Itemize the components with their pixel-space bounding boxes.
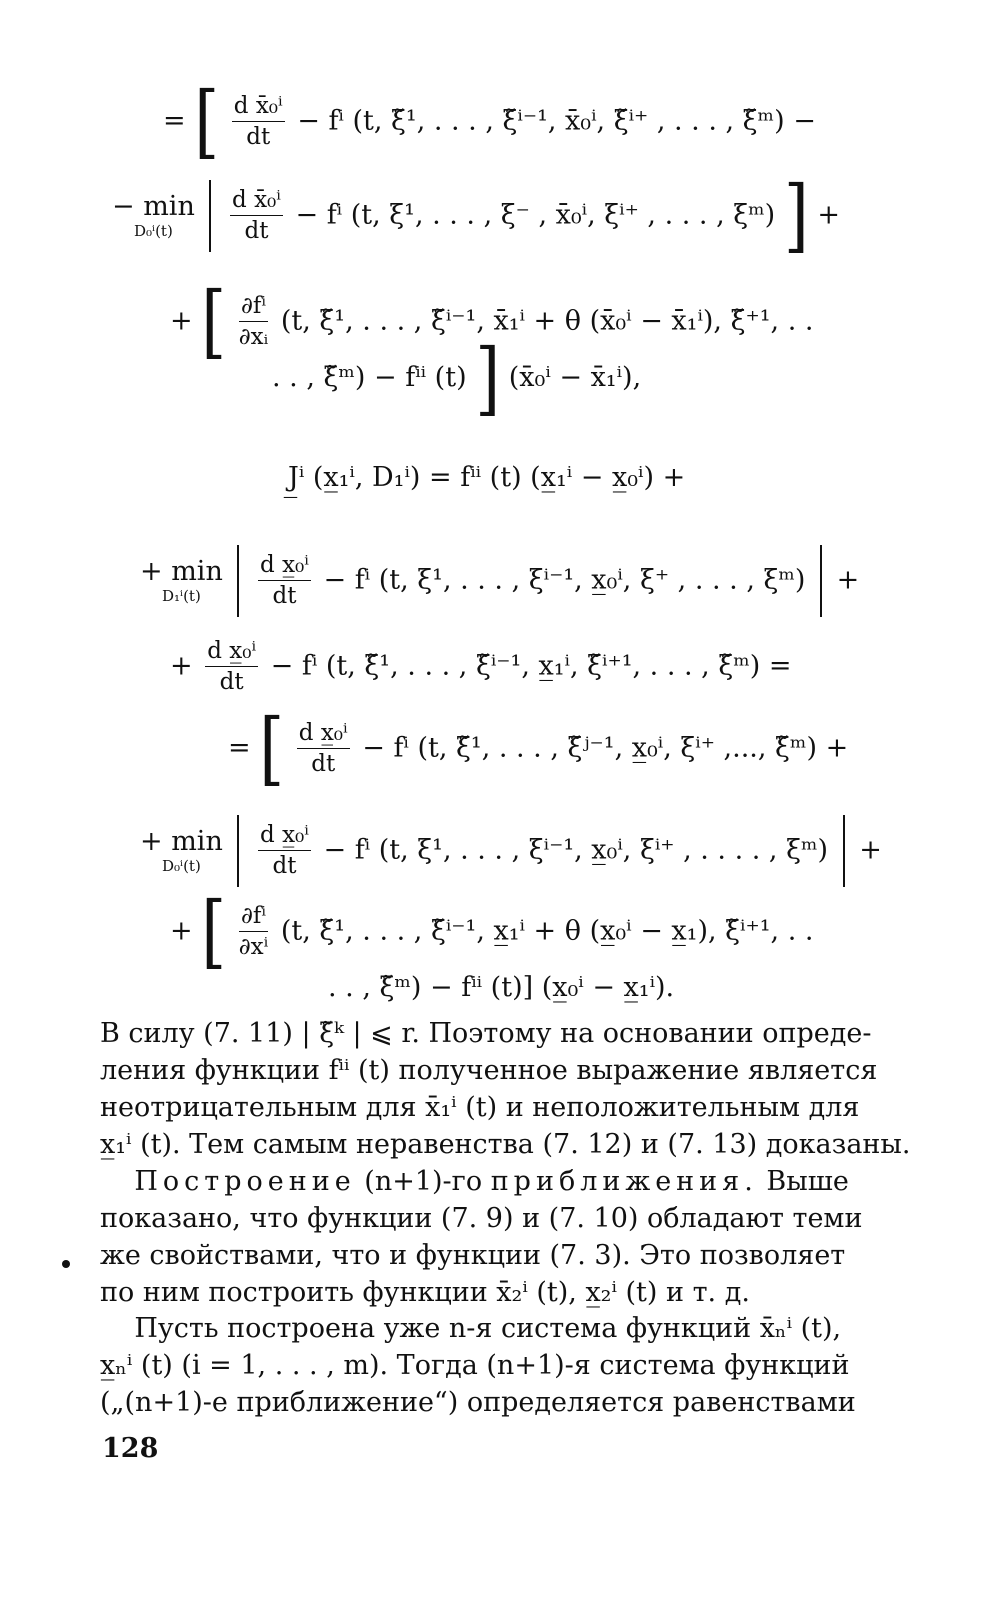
eq-operator: + [817, 199, 840, 231]
text-line: x̲₁ⁱ (t). Тем самым неравенства (7. 12) и (7. 13) доказаны. [100, 1129, 911, 1160]
section-heading: Построение [134, 1166, 356, 1197]
eq-operator: + [836, 564, 860, 596]
eq-expression: − fⁱ (t, ξ̃¹, . . . , ξ̃ⁱ⁻¹, x̄₀ⁱ, ξ̃ⁱ⁺ , . . . , ξ̃ᵐ) − [297, 105, 816, 137]
min-operator: − min D₀ⁱ(t) [112, 191, 195, 240]
equation-line-4 [272, 332, 642, 425]
page-number: 128 [102, 1433, 159, 1464]
text-line: Построение (n+1)-го приближения. Выше [134, 1166, 849, 1197]
min-operator: + min D₀ⁱ(t) [140, 826, 223, 875]
eq-expression: (t, ξ̃¹, . . . , ξ̃ⁱ⁻¹, x̄₁ⁱ + θ (x̄₀ⁱ − x̄₁ⁱ), ξ̃⁺¹, . . [280, 305, 814, 337]
abs-bar [237, 815, 239, 887]
print-dot-mark [62, 1260, 70, 1268]
fraction: $\frac{\text{∂fⁱ}}{\text{∂xⁱ}}$ [238, 903, 269, 960]
eq-operator: + [170, 915, 193, 947]
fraction: $\frac{\text{d x̲₀ⁱ}}{dt}$ [260, 552, 309, 609]
eq-expression: (t, ξ̃¹, . . . , ξ̃ⁱ⁻¹, x̲₁ⁱ + θ (x̲₀ⁱ − x̲₁), ξ̃ⁱ⁺¹, . . [280, 915, 814, 947]
bracket-open: [ [259, 702, 285, 796]
fraction: $\frac{\text{d x̄₀ⁱ}}{dt}$ [232, 187, 281, 244]
eq-expression: (x̄₀ⁱ − x̄₁ⁱ), [508, 362, 642, 393]
eq-expression: − fⁱ (t, ξ̃¹, . . . , ξ̃ʲ⁻¹, x̲₀ⁱ, ξⁱ⁺ ,..., ξ̃ᵐ) + [362, 732, 849, 764]
text-line: x̲ₙⁱ (t) (i = 1, . . . , m). Тогда (n+1)-я система функций [100, 1350, 850, 1381]
equation-line-10 [170, 885, 814, 979]
fraction: $\frac{\text{d x̲₀ⁱ}}{dt}$ [207, 638, 257, 695]
paragraph-3 [100, 1310, 938, 1421]
eq-operator: + [859, 834, 882, 866]
bracket-close: ] [783, 169, 809, 263]
abs-bar [237, 545, 239, 617]
paragraph-1 [100, 1015, 938, 1163]
equation-line-2 [112, 169, 840, 263]
equation-line-6 [140, 545, 859, 617]
abs-bar [820, 545, 822, 617]
equation-line-7 [170, 640, 792, 694]
text-line: показано, что функции (7. 9) и (7. 10) обладают теми [100, 1203, 863, 1234]
bracket-close: ] [475, 332, 501, 425]
eq-expression: . . , ξ̃ᵐ) − fⁱⁱ (t)] (x̲₀ⁱ − x̲₁ⁱ). [328, 972, 675, 1003]
eq-expression: − fⁱ (t, ξ̃¹, . . . , ξ̃ⁱ⁻¹, x̲₁ⁱ, ξ̃ⁱ⁺¹, . . . , ξ̃ᵐ) = [270, 650, 792, 682]
bracket-open: [ [201, 275, 227, 369]
eq-operator: = [163, 105, 186, 137]
text-line: неотрицательным для x̄₁ⁱ (t) и неположительным для [100, 1092, 860, 1123]
eq-expression: . . , ξ̃ᵐ) − fⁱⁱ (t) [272, 362, 467, 393]
eq-expression: − fⁱ (t, ξ¹, . . . , ξⁱ⁻¹, x̲₀ⁱ, ξ⁺ , . . . , ξᵐ) [323, 564, 806, 596]
text-line: же свойствами, что и функции (7. 3). Это позволяет [100, 1240, 846, 1271]
min-operator: + min D₁ⁱ(t) [140, 556, 223, 605]
fraction: $\frac{\text{d x̲₀ⁱ}}{dt}$ [298, 720, 348, 777]
abs-bar [843, 815, 845, 887]
eq-expression: − fⁱ (t, ξ¹, . . . , ξⁱ⁻¹, x̲₀ⁱ, ξⁱ⁺ , . . . . , ξᵐ) [323, 834, 829, 866]
eq-expression: J̲ⁱ (x̲₁ⁱ, D₁ⁱ) = fⁱⁱ (t) (x̲₁ⁱ − x̲₀ⁱ) + [288, 462, 686, 493]
abs-bar [209, 180, 211, 252]
equation-line-8 [228, 702, 849, 796]
bracket-open: [ [201, 885, 227, 979]
paragraph-2 [100, 1163, 938, 1311]
equation-line-5 [288, 458, 685, 498]
eq-operator: + [170, 305, 193, 337]
text-line: ления функции fⁱⁱ (t) полученное выражение является [100, 1055, 878, 1086]
equation-line-11 [328, 968, 674, 1008]
text-line: Пусть построена уже n-я система функций x̄ₙⁱ (t), [134, 1313, 842, 1344]
text-line: В силу (7. 11) | ξ̃ᵏ | ⩽ r. Поэтому на основании опреде- [100, 1018, 872, 1049]
fraction: $\frac{\text{∂fⁱ}}{\text{∂xᵢ}}$ [238, 293, 269, 350]
fraction: $\frac{\text{d x̄₀ⁱ}}{dt}$ [233, 93, 283, 150]
eq-operator: + [170, 650, 193, 682]
text-line: („(n+1)-е приближение“) определяется равенствами [100, 1387, 856, 1418]
eq-expression: − fⁱ (t, ξ¹, . . . , ξ⁻ , x̄₀ⁱ, ξⁱ⁺ , . . . , ξᵐ) [295, 199, 776, 231]
text-line: по ним построить функции x̄₂ⁱ (t), x̲₂ⁱ (t) и т. д. [100, 1277, 750, 1308]
equation-line-1 [163, 75, 816, 169]
equation-line-9 [140, 815, 882, 887]
eq-operator: = [228, 732, 251, 764]
fraction: $\frac{\text{d x̲₀ⁱ}}{dt}$ [260, 822, 309, 879]
bracket-open: [ [194, 75, 220, 169]
